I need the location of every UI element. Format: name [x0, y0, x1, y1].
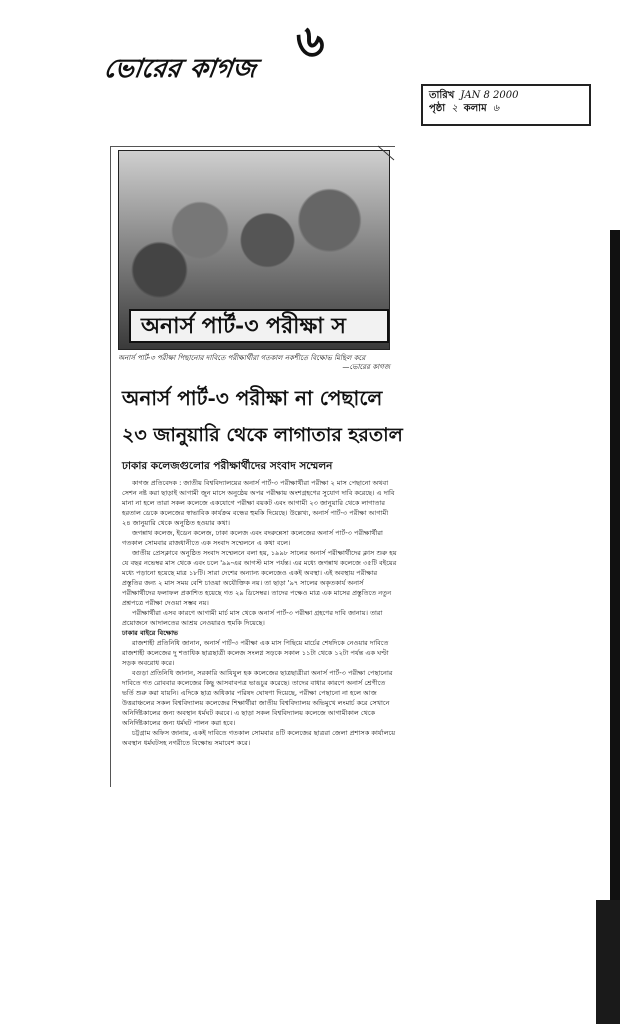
article-paragraph: কাগজ প্রতিবেদক : জাতীয় বিশ্ববিদ্যালয়ের অনার্স পার্ট-৩ পরীক্ষার্থীরা পরীক্ষা ২ মাস পেছানো অথবা সেশন নষ্ট করা ছাড়াই আগামী জুন মাসে অনুষ্ঠেয় অপর পরীক্ষায় অংশগ্রহণের সুযোগ দাবি করেছে। এ দাবি মানা না হলে তারা সকল কলেজে একযোগে পরীক্ষা বয়কট এবং আগামী ২৩ জানুয়ারি থেকে লাগাতার হরতাল ডেকে কলেজের স্বাভাবিক কার্যক্রম বন্ধের হুমকি দিয়েছে। উল্লেখ্য, অনার্স পার্ট-৩ পরীক্ষা আগামী ২৪ জানুয়ারি থেকে অনুষ্ঠিত হওয়ার কথা।	[122, 479, 395, 528]
article-paragraph: পরীক্ষার্থীরা এসব কারণে আগামী মার্চ মাস থেকে অনার্স পার্ট-৩ পরীক্ষা গ্রহণের দাবি জানায়। তারা প্রয়োজনে আদালতের আশ্রয় নেওয়ারও হুমকি দিয়েছে।	[122, 609, 383, 628]
photo-credit: —ভোরের কাগজ	[342, 363, 390, 372]
article-paragraph: জাতীয় প্রেসক্লাবে অনুষ্ঠিত সংবাদ সম্মেলনে বলা হয়, ১৯৯৮ সালের অনার্স পরীক্ষার্থীদের ক্লাস শুরু হয় যে বছর নভেম্বর মাস থেকে এবং চলে '৯৯-এর আগস্ট মাস পর্যন্ত। এর মধ্যে জগন্নাথ কলেজে ৩৫টি বইয়ের মধ্যে পড়ানো হয়েছে মাত্র ১৮টি। সারা দেশের অন্যান্য কলেজেও একই অবস্থা। এই অবস্থায় পরীক্ষার প্রস্তুতির জন্য ২ মাস সময় বেশি চাওয়া অযৌক্তিক নয়। তা ছাড়া '৯৭ সালের অকৃতকার্য অনার্স পরীক্ষার্থীদের ফলাফল প্রকাশিত হয়েছে গত ২৯ ডিসেম্বর। তাদের পক্ষেও মাত্র এক মাসের প্রস্তুতিতে নতুন প্রশ্নপত্রে পরীক্ষা দেওয়া সম্ভব নয়।	[122, 549, 397, 608]
stamp-page-label: পৃষ্ঠা	[429, 103, 446, 114]
stamp-column-value: ৬	[492, 103, 500, 114]
stamp-page-row	[429, 102, 583, 115]
headline-line-2: ২৩ জানুয়ারি থেকে লাগাতার হরতাল	[122, 424, 403, 446]
headline-line-1: অনার্স পার্ট-৩ পরীক্ষা না পেছালে	[122, 386, 383, 410]
archive-stamp	[421, 84, 591, 126]
page-number: ৬	[296, 16, 325, 67]
stamp-date-label: তারিখ	[429, 90, 455, 101]
newspaper-masthead: ভোরের কাগজ	[102, 54, 258, 84]
article-subhead: ঢাকার কলেজগুলোর পরীক্ষার্থীদের সংবাদ সম্মেলন	[122, 460, 333, 472]
scan-edge-bottom-right	[596, 900, 620, 1024]
article-paragraph: বগুড়া প্রতিনিধি জানান, সরকারি আযিযুল হক কলেজের ছাত্রছাত্রীরা অনার্স পার্ট-৩ পরীক্ষা পেছানোর দাবিতে গত রোববার কলেজের কিছু আসবাবপত্র ভাঙচুর করেছে। তাদের বাধার কারণে অনার্স শ্রেণীতে ভর্তি শুরু করা যায়নি। এদিকে ছাত্র অধিকার পরিষদ ঘোষণা দিয়েছে, পরীক্ষা পেছানো না হলে আজ উত্তরাঞ্চলের সকল বিশ্ববিদ্যালয় কলেজের শিক্ষার্থীরা জাতীয় বিশ্ববিদ্যালয় অভিমুখে লংমার্চ করে সেখানে অনির্দিষ্টকালের জন্য অবস্থান ধর্মঘট করবে। এ ছাড়া সকল বিশ্ববিদ্যালয় কলেজে আগামীকাল থেকে অনির্দিষ্টকালের জন্য ধর্মঘট পালন করা হবে।	[122, 669, 393, 728]
article-paragraph: জগন্নাথ কলেজ, ইডেন কলেজ, ঢাকা কলেজ এবং বদরুন্নেসা কলেজের অনার্স পার্ট-৩ পরীক্ষার্থীরা গতকাল সোমবার রাজধানীতে এক সংবাদ সম্মেলনে এ কথা বলে।	[122, 529, 383, 548]
stamp-date-row	[429, 89, 583, 102]
stamp-date-value: JAN 8 2000	[460, 90, 519, 101]
photo-banner: অনার্স পার্ট-৩ পরীক্ষা স	[129, 309, 389, 343]
stamp-column-label: কলাম	[463, 103, 487, 114]
article-paragraph: রাজশাহী প্রতিনিধি জানান, অনার্স পার্ট-৩ পরীক্ষা এক মাস পিছিয়ে মার্চের শেষদিকে নেওয়ার দাবিতে রাজশাহী কলেজের দু শতাধিক ছাত্রছাত্রী কলেজ সংলগ্ন সড়কে সকাল ১১টা থেকে ১২টা পর্যন্ত এক ঘণ্টা সড়ক অবরোধ করে।	[122, 639, 389, 668]
article-paragraph: চট্টগ্রাম অফিস জানায়, একই দাবিতে গতকাল সোমবার ৪টি কলেজের ছাত্ররা জেলা প্রশাসক কার্যালয়ে অবস্থান ধর্মঘটসহ নগরীতে বিক্ষোভ সমাবেশ করে।	[122, 729, 396, 748]
protest-photo	[118, 150, 390, 350]
article-body	[122, 478, 398, 748]
scan-edge-right	[610, 230, 620, 1024]
stamp-page-value: ২	[451, 103, 458, 114]
photo-caption-text: অনার্স পার্ট-৩ পরীক্ষা পিছানোর দাবিতে পরীক্ষার্থীরা গতকাল নকশীতে বিক্ষোভ মিছিল করে	[118, 354, 366, 362]
article-section-title: ঢাকার বাইরে বিক্ষোভ	[122, 629, 179, 638]
photo-caption	[118, 354, 390, 373]
